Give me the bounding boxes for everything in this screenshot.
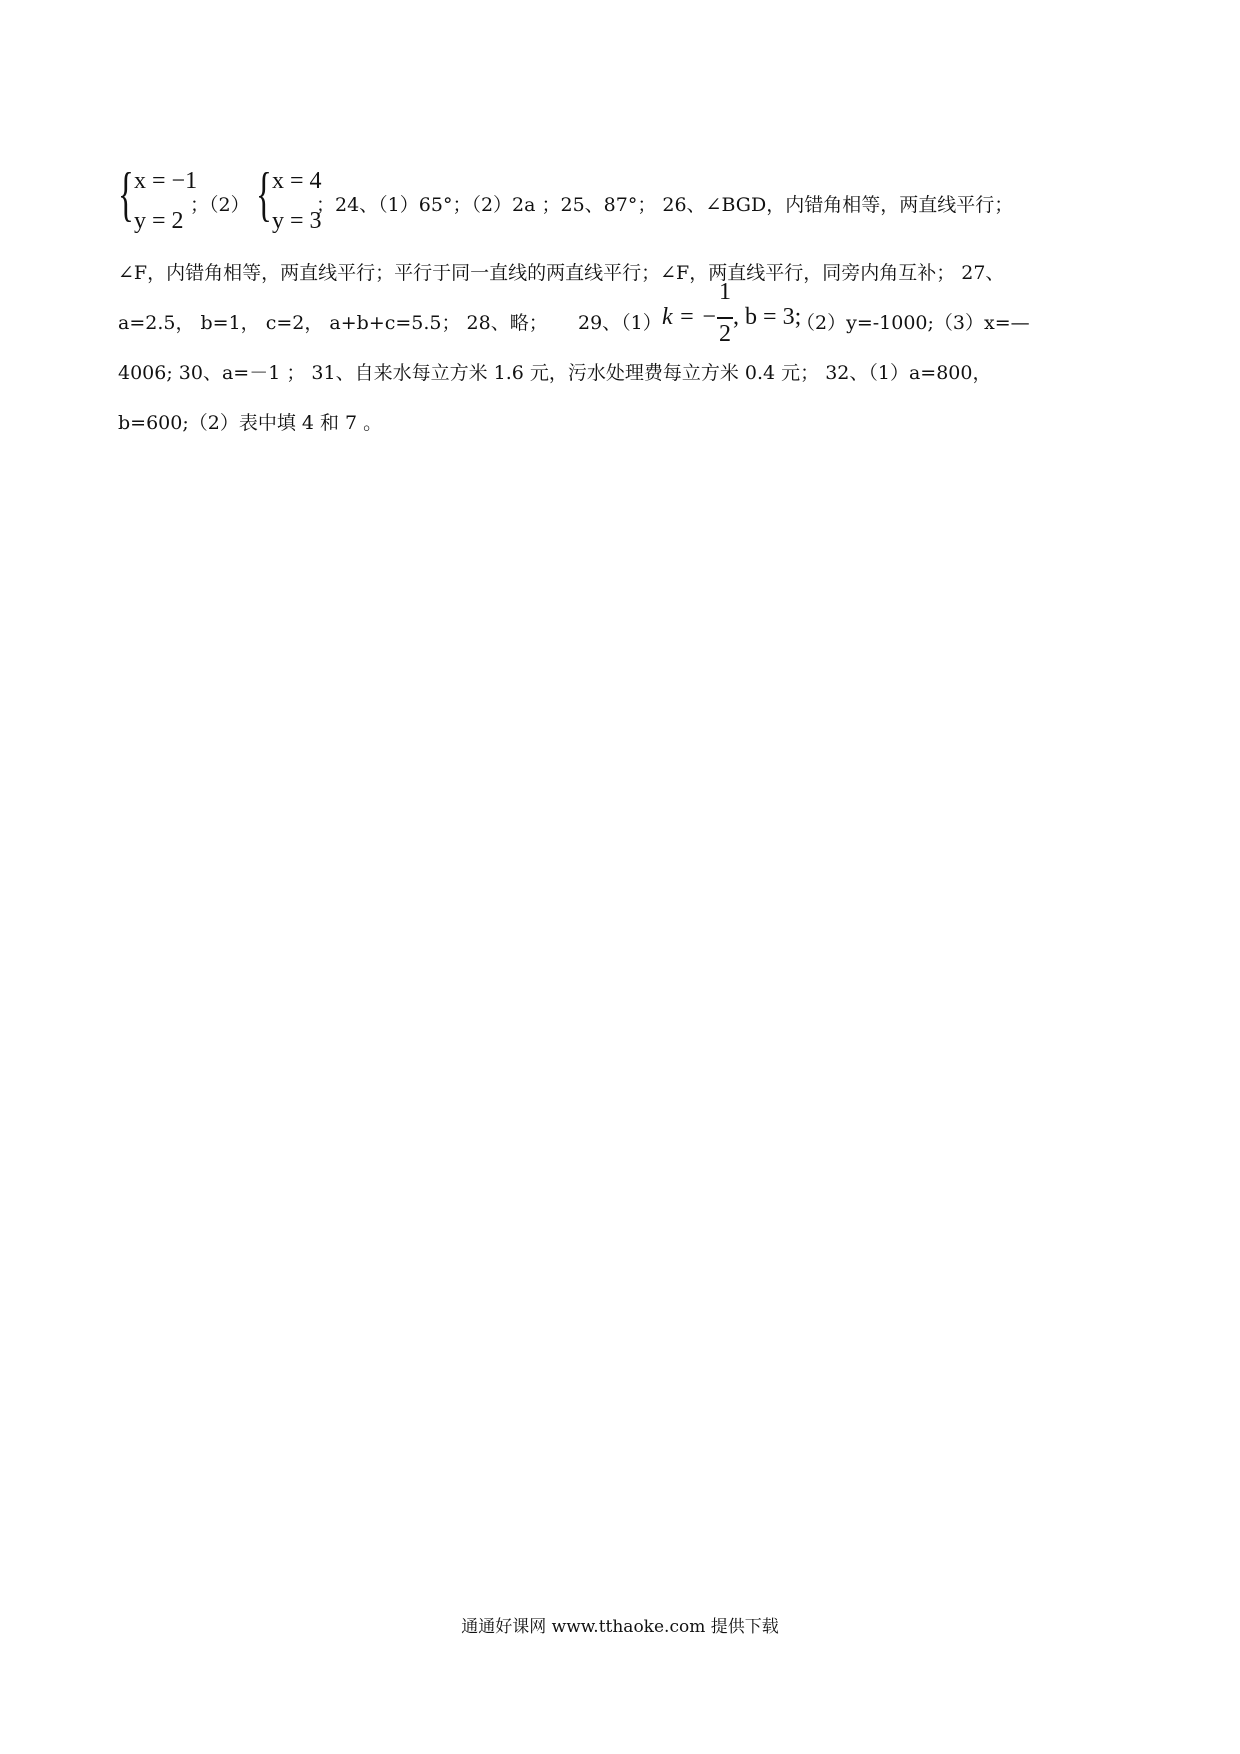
left-brace-icon: {: [118, 161, 134, 227]
answer-line-4: 4006; 30、a=－1 ； 31、自来水每立方米 1.6 元，污水处理费每立方米 0.4 元； 32、（1）a=800，: [118, 362, 992, 384]
system2-eq1: x = 4: [272, 168, 322, 194]
q29-label: 29、（1）: [578, 312, 662, 334]
left-brace-icon: {: [256, 161, 272, 227]
fraction-denominator: 2: [719, 321, 732, 348]
q29-rest: （2）y=-1000;（3）x=—: [796, 312, 1030, 334]
answer-line-1-text: ；24、（1）65°；（2）2a ；25、87°； 26、∠BGD，内错角相等，两直线平行；: [316, 194, 1014, 216]
answer-line-1: [118, 161, 1128, 242]
k-expression: k = −: [662, 304, 718, 330]
fraction-numerator: 1: [719, 279, 732, 306]
system1-eq2: y = 2: [134, 208, 184, 234]
q27-28-text: a=2.5， b=1， c=2， a+b+c=5.5； 28、略；: [118, 312, 548, 334]
answer-line-3: [118, 279, 1128, 348]
part2-label: ；（2）: [190, 194, 250, 216]
fraction: [717, 279, 733, 348]
fraction-bar: [717, 317, 733, 319]
answer-line-2: ∠F，内错角相等，两直线平行；平行于同一直线的两直线平行；∠F，两直线平行，同旁内角互补； 27、: [118, 262, 1005, 284]
q29-formula: [662, 279, 802, 348]
page-footer: 通通好课网 www.tthaoke.com 提供下载: [461, 1617, 779, 1637]
system2-eq2: y = 3: [272, 208, 322, 234]
answer-line-5: b=600;（2）表中填 4 和 7 。: [118, 412, 383, 434]
b-expression: , b = 3;: [733, 304, 802, 330]
system1-eq1: x = −1: [134, 168, 198, 194]
